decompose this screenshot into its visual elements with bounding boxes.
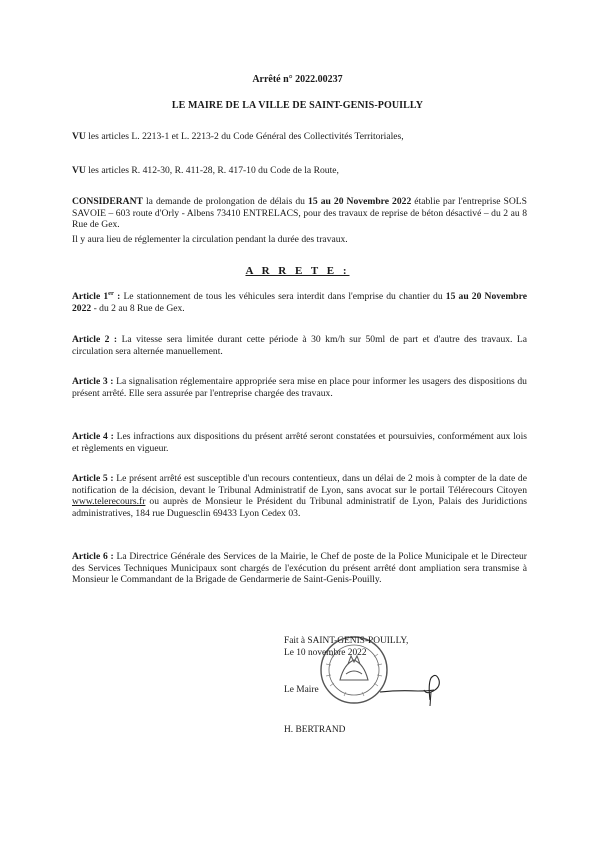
signatory-name: H. BERTRAND [284, 725, 346, 735]
article-4: Article 4 : Les infractions aux dispositions du présent arrêté seront constatées et poursuivies, conformément aux lois et règlements en vigueur. [72, 431, 527, 454]
article-5: Article 5 : Le présent arrêté est susceptible d'un recours contentieux, dans un délai de 2 mois à compter de la date de notification de la décision, devant le Tribunal Administratif de Lyon, sans avocat sur le portail Télérecours Citoyen www.telerecours.fr ou auprès de Monsieur le Président du Tribunal administratif de Lyon, Palais des Juridictions administratives, 184 rue Duguesclin 69433 Lyon Cedex 03. [72, 473, 527, 519]
article-3: Article 3 : La signalisation réglementaire appropriée sera mise en place pour informer les usagers des dispositions du présent arrêté. Elle sera assurée par l'entreprise chargée des travaux. [72, 376, 527, 399]
signature-place: Fait à SAINT-GENIS-POUILLY, [284, 636, 409, 646]
article-2: Article 2 : La vitesse sera limitée durant cette période à 30 km/h sur 50ml de part et d'autre des travaux. La circulation sera alternée manuellement. [72, 334, 527, 357]
arrete-number: Arrêté n° 2022.00237 [252, 74, 343, 85]
article-1-label: Article 1er : [72, 289, 121, 302]
mayor-signature [378, 668, 448, 708]
signature-date: Le 10 novembre 2022 [284, 648, 367, 658]
signature-role: Le Maire [284, 685, 319, 695]
article-1: Article 1er : Le stationnement de tous les véhicules sera interdit dans l'emprise du chantier du 15 au 20 Novembre 2022 - du 2 au 8 Rue de Gex. [72, 289, 527, 314]
vu-paragraph-1: VU les articles L. 2213-1 et L. 2213-2 du Code Général des Collectivités Territoriales, [72, 131, 404, 142]
telerecours-link[interactable]: www.telerecours.fr [72, 496, 146, 507]
mayor-title: LE MAIRE DE LA VILLE DE SAINT-GENIS-POUILLY [171, 100, 424, 111]
considerant-note: Il y aura lieu de réglementer la circulation pendant la durée des travaux. [72, 234, 348, 245]
vu-paragraph-2: VU les articles R. 412-30, R. 411-28, R. 417-10 du Code de la Route, [72, 165, 339, 176]
decision-heading: A R R E T E : [245, 265, 350, 277]
considerant-paragraph: CONSIDERANT la demande de prolongation de délais du 15 au 20 Novembre 2022 établie par l'entreprise SOLS SAVOIE – 603 route d'Orly - Albens 73410 ENTRELACS, pour des travaux de reprise de béton désactivé – du 2 au 8 Rue de Gex. [72, 196, 527, 230]
article-6: Article 6 : La Directrice Générale des Services de la Mairie, le Chef de poste de la Police Municipale et le Directeur des Services Techniques Municipaux sont chargés de l'exécution du présent arrêté dont ampliation sera transmise à Monsieur le Commandant de la Brigade de Gendarmerie de Saint-Genis-Pouilly. [72, 551, 527, 585]
